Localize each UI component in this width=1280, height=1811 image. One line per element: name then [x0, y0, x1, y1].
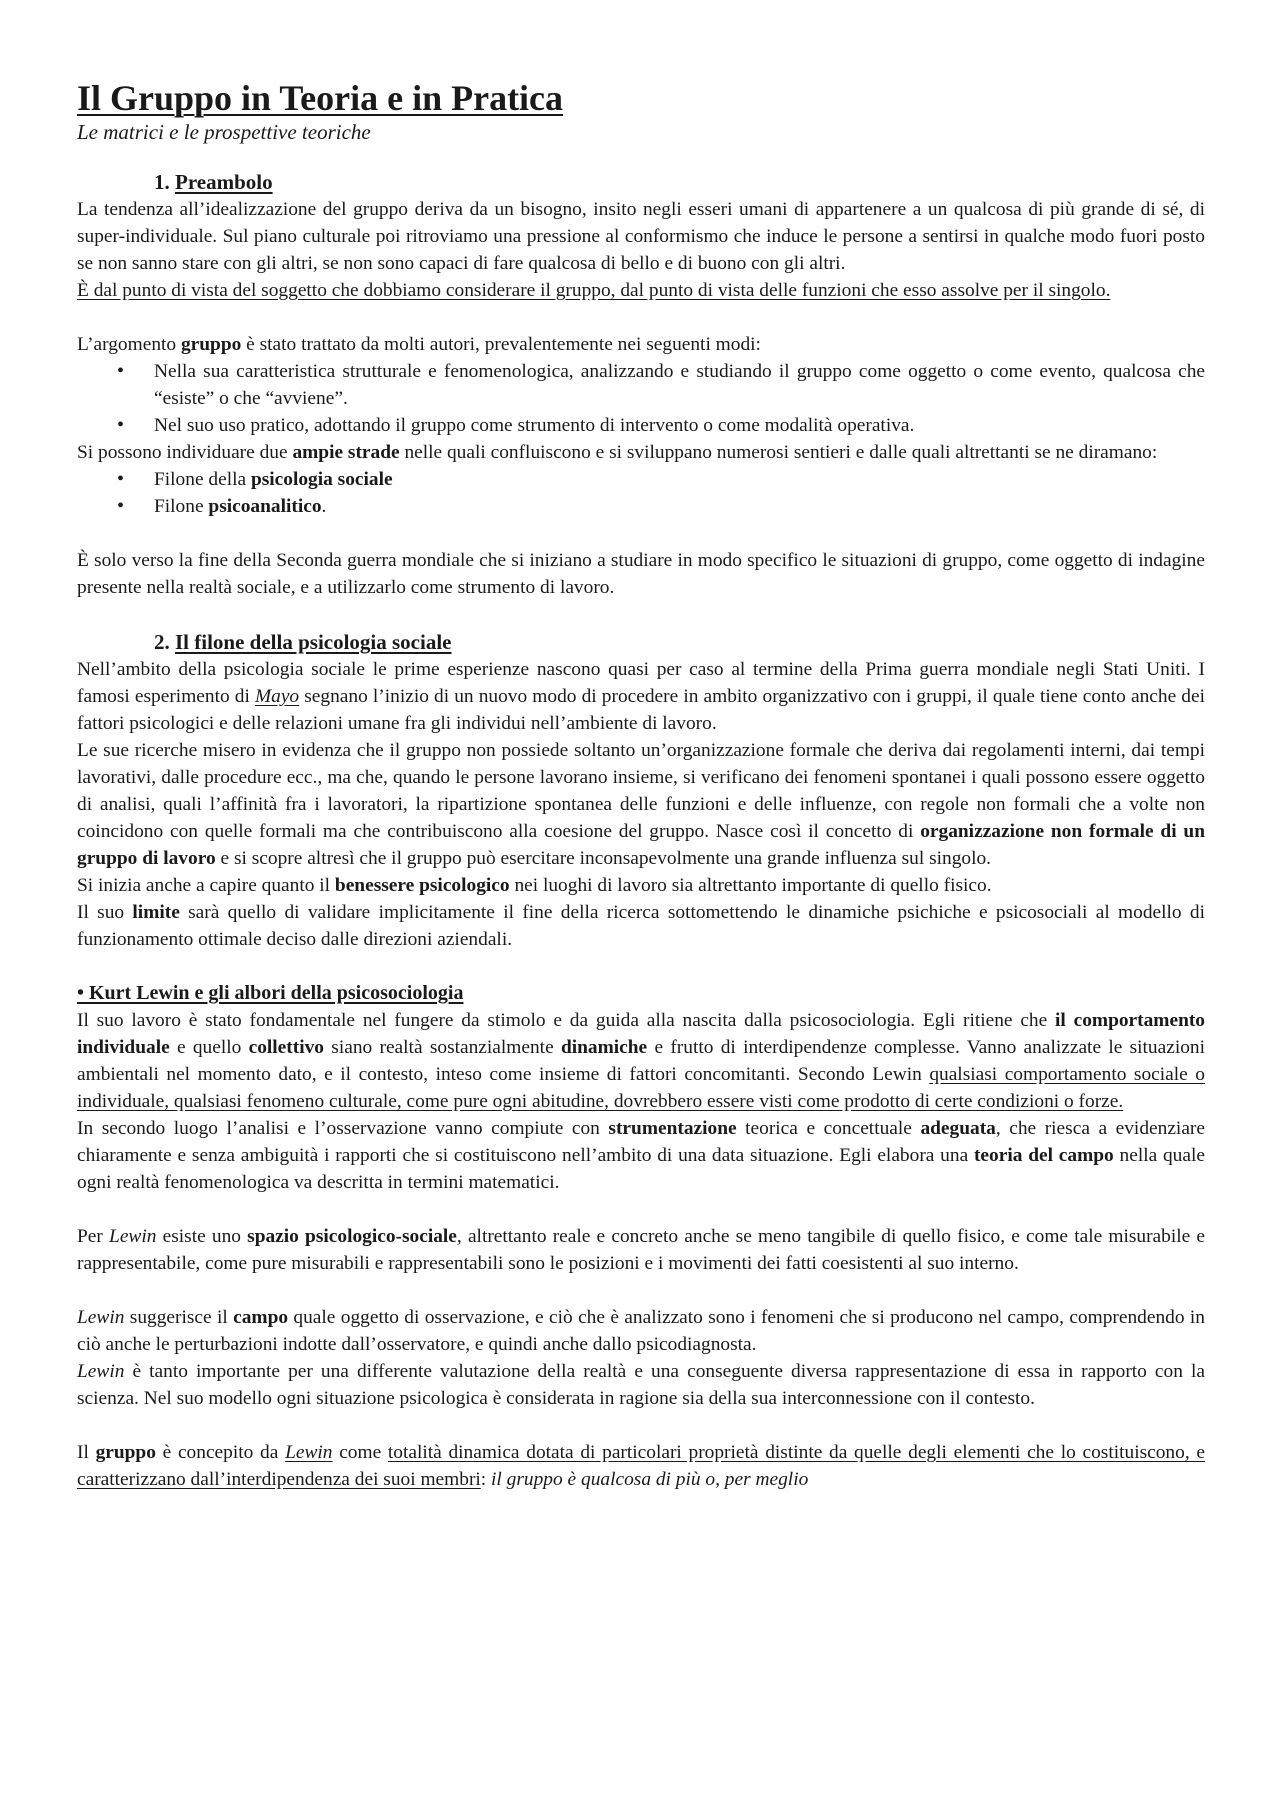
- paragraph: Il gruppo è concepito da Lewin come totalità dinamica dotata di particolari proprietà distinte da quelle degli elementi che lo costituiscono, e caratterizzano dall’interdipendenza dei suoi membri: il gruppo è qualcosa di più o, per meglio: [77, 1442, 1205, 1490]
- section-heading-preambolo: 1. Preambolo: [154, 170, 273, 194]
- paragraph: È solo verso la fine della Seconda guerra mondiale che si iniziano a studiare in modo specifico le situazioni di gruppo, come oggetto di indagine presente nella realtà sociale, e a utilizzarlo come strumento di lavoro.: [77, 550, 1205, 598]
- list-item: • Filone psicoanalitico.: [77, 493, 1205, 520]
- paragraph: In secondo luogo l’analisi e l’osservazione vanno compiute con strumentazione teorica e concettuale adeguata, che riesca a evidenziare chiaramente e senza ambiguità i rapporti che si costituiscono nell’ambito di una data situazione. Egli elabora una teoria del campo nella quale ogni realtà fenomenologica va descritta in termini matematici.: [77, 1118, 1205, 1193]
- paragraph: Per Lewin esiste uno spazio psicologico-sociale, altrettanto reale e concreto anche se meno tangibile di quello fisico, e come tale misurabile e rappresentabile, come pure misurabili e rappresentabili sono le posizioni e i movimenti dei fatti coesistenti al suo interno.: [77, 1226, 1205, 1274]
- paragraph: Si possono individuare due ampie strade nelle quali confluiscono e si sviluppano numerosi sentieri e dalle quali altrettanti se ne diramano:: [77, 442, 1158, 463]
- paragraph: Il suo limite sarà quello di validare implicitamente il fine della ricerca sottomettendo le dinamiche psichiche e psicosociali al modello di funzionamento ottimale deciso dalle direzioni aziendali.: [77, 902, 1205, 950]
- paragraph: Si inizia anche a capire quanto il benessere psicologico nei luoghi di lavoro sia altrettanto importante di quello fisico.: [77, 875, 992, 896]
- paragraph: Lewin suggerisce il campo quale oggetto di osservazione, e ciò che è analizzato sono i fenomeni che si producono nel campo, comprendendo in ciò anche le perturbazioni indotte dall’osservatore, e quindi anche dallo psicodiagnosta.: [77, 1307, 1205, 1355]
- paragraph: Nell’ambito della psicologia sociale le prime esperienze nascono quasi per caso al termine della Prima guerra mondiale negli Stati Uniti. I famosi esperimento di Mayo segnano l’inizio di un nuovo modo di procedere in ambito organizzativo con i gruppi, il quale tiene conto anche dei fattori psicologici e delle relazioni umane fra gli individui nell’ambiente di lavoro.: [77, 659, 1205, 734]
- list-item: • Filone della psicologia sociale: [77, 466, 1205, 493]
- section-heading-psicologia-sociale: 2. Il filone della psicologia sociale: [154, 630, 452, 654]
- list-item: • Nella sua caratteristica strutturale e fenomenologica, analizzando e studiando il gruppo come oggetto o come evento, qualcosa che “esiste” o che “avviene”.: [77, 358, 1205, 412]
- bullet-list: [77, 358, 1205, 439]
- document-title: Il Gruppo in Teoria e in Pratica: [77, 78, 564, 118]
- bullet-list: [77, 466, 1205, 520]
- list-item: • Nel suo uso pratico, adottando il gruppo come strumento di intervento o come modalità operativa.: [77, 412, 1205, 439]
- paragraph: La tendenza all’idealizzazione del gruppo deriva da un bisogno, insito negli esseri umani di appartenere a un qualcosa di più grande di sé, di super-individuale. Sul piano culturale poi ritroviamo una pressione al conformismo che induce le persone a sentirsi in qualche modo fuori posto se non sanno stare con gli altri, se non sono capaci di fare qualcosa di bello e di buono con gli altri.: [77, 199, 1205, 274]
- document-content: [77, 78, 1205, 1493]
- paragraph: L’argomento gruppo è stato trattato da molti autori, prevalentemente nei seguenti modi:: [77, 334, 761, 355]
- paragraph: Le sue ricerche misero in evidenza che il gruppo non possiede soltanto un’organizzazione formale che deriva dai regolamenti interni, dai tempi lavorativi, dalle procedure ecc., ma che, quando le persone lavorano insieme, si verificano dei fenomeni spontanei i quali possono essere oggetto di analisi, quali l’affinità fra i lavoratori, la ripartizione spontanea delle funzioni e delle influenze, con regole non formali che a volte non coincidono con quelle formali ma che contribuiscono alla coesione del gruppo. Nasce così il concetto di organizzazione non formale di un gruppo di lavoro e si scopre altresì che il gruppo può esercitare inconsapevolmente una grande influenza sul singolo.: [77, 740, 1205, 869]
- paragraph-underlined: È dal punto di vista del soggetto che dobbiamo considerare il gruppo, dal punto di vista delle funzioni che esso assolve per il singolo.: [77, 280, 1111, 301]
- paragraph: Il suo lavoro è stato fondamentale nel fungere da stimolo e da guida alla nascita dalla psicosociologia. Egli ritiene che il comportamento individuale e quello collettivo siano realtà sostanzialmente dinamiche e frutto di interdipendenze complesse. Vanno analizzate le situazioni ambientali nel momento dato, e il contesto, inteso come insieme di fattori concomitanti. Secondo Lewin qualsiasi comportamento sociale o individuale, qualsiasi fenomeno culturale, come pure ogni abitudine, dovrebbero essere visti come prodotto di certe condizioni o forze.: [77, 1010, 1206, 1112]
- document-subtitle: Le matrici e le prospettive teoriche: [77, 120, 371, 144]
- section-heading-kurt-lewin: • Kurt Lewin e gli albori della psicosociologia: [77, 982, 464, 1004]
- paragraph: Lewin è tanto importante per una differente valutazione della realtà e una conseguente diversa rappresentazione di essa in rapporto con la scienza. Nel suo modello ogni situazione psicologica è considerata in ragione sia della sua interconnessione con il contesto.: [77, 1361, 1205, 1409]
